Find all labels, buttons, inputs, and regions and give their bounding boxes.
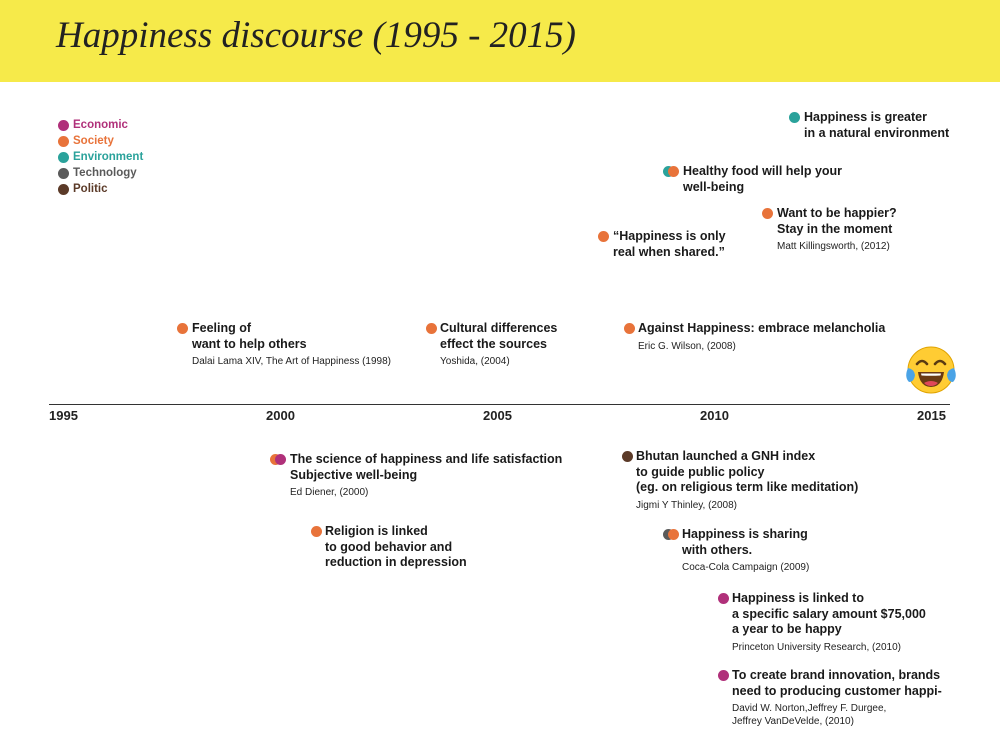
face-with-tears-of-joy-icon [905, 344, 957, 396]
category-dot-society [762, 208, 773, 219]
legend-dot [58, 184, 69, 195]
event-source: Coca-Cola Campaign (2009) [682, 562, 810, 573]
legend-item-politic [58, 181, 143, 197]
event-text: Against Happiness: embrace melancholia [638, 321, 886, 335]
timeline-event [762, 206, 897, 253]
event-text: Cultural differences effect the sources [440, 321, 558, 351]
category-dot-society [311, 526, 322, 537]
year-label: 1995 [49, 408, 78, 423]
year-label: 2010 [700, 408, 729, 423]
timeline-event [311, 524, 467, 571]
event-text: Happiness is greater in a natural environment [804, 110, 950, 140]
year-label: 2005 [483, 408, 512, 423]
event-text: Healthy food will help your well-being [683, 164, 843, 194]
timeline-event [663, 164, 842, 195]
event-text: Feeling of want to help others [192, 321, 307, 351]
year-label: 2000 [266, 408, 295, 423]
event-text: Religion is linked to good behavior and reduction in depression [325, 524, 467, 569]
event-source: Ed Diener, (2000) [290, 487, 369, 498]
category-dot-society [426, 323, 437, 334]
timeline-event [426, 321, 557, 368]
event-text: Bhutan launched a GNH index to guide public policy (eg. on religious term like meditation) [636, 449, 859, 494]
legend-label: Society [73, 135, 114, 147]
category-dot-society [177, 323, 188, 334]
timeline-event [177, 321, 391, 368]
timeline-event [718, 668, 942, 728]
category-dot-economic [275, 454, 286, 465]
timeline-event [789, 110, 949, 141]
event-source: David W. Norton,Jeffrey F. Durgee, Jeffrey VanDeVelde, (2010) [732, 703, 887, 727]
page-title: Happiness discourse (1995 - 2015) [56, 15, 577, 56]
event-source: Princeton University Research, (2010) [732, 641, 901, 653]
event-text: Happiness is linked to a specific salary amount $75,000 a year to be happy [732, 591, 926, 636]
timeline-axis [49, 404, 950, 405]
legend-item-environment [58, 149, 143, 165]
event-text: The science of happiness and life satisfaction Subjective well-being [290, 452, 563, 482]
category-dot-politic [622, 451, 633, 462]
year-label: 2015 [917, 408, 946, 423]
legend-label: Politic [73, 183, 108, 195]
event-source: Jigmi Y Thinley, (2008) [636, 499, 737, 511]
timeline-event [624, 321, 885, 353]
category-dot-economic [718, 593, 729, 604]
category-dot-society [668, 529, 679, 540]
event-text: To create brand innovation, brands need to producing customer happi- [732, 668, 942, 698]
legend-label: Technology [73, 167, 137, 179]
legend-item-economic [58, 117, 143, 133]
legend-dot [58, 168, 69, 179]
legend-dot [58, 120, 69, 131]
timeline-event [598, 229, 726, 260]
category-dot-society [624, 323, 635, 334]
event-source: Dalai Lama XIV, The Art of Happiness (1998) [192, 356, 392, 367]
category-legend [58, 117, 143, 197]
category-dot-environment [789, 112, 800, 123]
legend-item-society [58, 133, 143, 149]
legend-item-technology [58, 165, 143, 181]
timeline-event [622, 449, 858, 512]
legend-label: Environment [73, 151, 144, 163]
event-source: Matt Killingsworth, (2012) [777, 241, 890, 252]
timeline-event [663, 527, 809, 574]
category-dot-society [668, 166, 679, 177]
event-text: Want to be happier? Stay in the moment [777, 206, 897, 236]
legend-dot [58, 136, 69, 147]
category-dot-society [598, 231, 609, 242]
event-source: Eric G. Wilson, (2008) [638, 340, 736, 352]
title-banner [0, 0, 1000, 82]
event-text: Happiness is sharing with others. [682, 527, 808, 557]
timeline-event [270, 452, 562, 499]
event-source: Yoshida, (2004) [440, 356, 510, 367]
event-text: “Happiness is only real when shared.” [613, 229, 726, 259]
legend-dot [58, 152, 69, 163]
legend-label: Economic [73, 119, 128, 131]
timeline-event [718, 591, 926, 654]
category-dot-economic [718, 670, 729, 681]
